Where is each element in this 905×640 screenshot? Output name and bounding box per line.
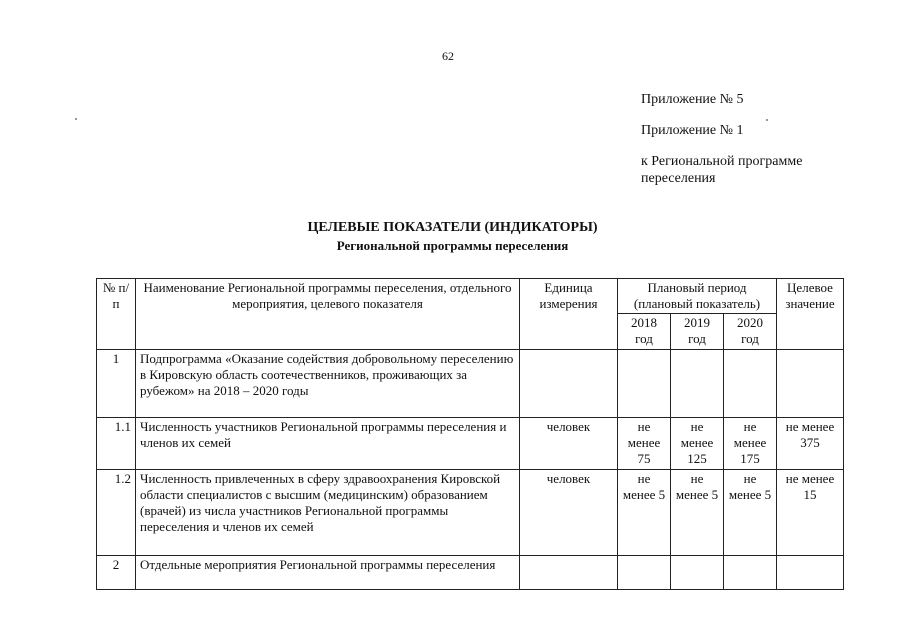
appendix-line-4: переселения	[641, 171, 716, 186]
row-2020	[724, 350, 777, 418]
row-2020: не менее 5	[724, 470, 777, 556]
header-unit: Единица измерения	[520, 279, 618, 350]
row-2018	[618, 556, 671, 590]
indicators-table	[96, 278, 844, 590]
table-row	[97, 556, 844, 590]
document-title: ЦЕЛЕВЫЕ ПОКАЗАТЕЛИ (ИНДИКАТОРЫ)	[307, 220, 598, 235]
header-year-2020: 2020 год	[724, 314, 777, 350]
page-number: 62	[442, 49, 454, 63]
row-num: 1.2	[97, 470, 136, 556]
row-2020: не менее 175	[724, 418, 777, 470]
row-unit	[520, 350, 618, 418]
row-2018: не менее 75	[618, 418, 671, 470]
header-num: № п/п	[97, 279, 136, 350]
scan-speck	[766, 119, 768, 121]
table-row	[97, 418, 844, 470]
row-2019: не менее 125	[671, 418, 724, 470]
document-subtitle: Региональной программы переселения	[336, 238, 569, 253]
row-2019: не менее 5	[671, 470, 724, 556]
row-2019	[671, 556, 724, 590]
header-name: Наименование Региональной программы переселения, отдельного мероприятия, целевого показателя	[136, 279, 520, 350]
table-row	[97, 350, 844, 418]
row-2019	[671, 350, 724, 418]
row-unit	[520, 556, 618, 590]
row-target	[777, 556, 844, 590]
table-row	[97, 470, 844, 556]
row-2018	[618, 350, 671, 418]
row-2020	[724, 556, 777, 590]
row-2018: не менее 5	[618, 470, 671, 556]
row-target: не менее 375	[777, 418, 844, 470]
scan-speck	[75, 118, 77, 120]
row-target	[777, 350, 844, 418]
row-unit: человек	[520, 470, 618, 556]
appendix-line-1: Приложение № 5	[641, 92, 744, 107]
row-num: 1.1	[97, 418, 136, 470]
row-target: не менее 15	[777, 470, 844, 556]
header-year-2018: 2018 год	[618, 314, 671, 350]
row-unit: человек	[520, 418, 618, 470]
row-num: 1	[97, 350, 136, 418]
header-year-2019: 2019 год	[671, 314, 724, 350]
appendix-line-2: Приложение № 1	[641, 123, 744, 138]
row-name: Численность участников Региональной программы переселения и членов их семей	[136, 418, 520, 470]
header-target: Целевое значение	[777, 279, 844, 350]
appendix-line-3: к Региональной программе	[641, 154, 803, 169]
row-name: Отдельные мероприятия Региональной программы переселения	[136, 556, 520, 590]
row-num: 2	[97, 556, 136, 590]
row-name: Численность привлеченных в сферу здравоохранения Кировской области специалистов с высшим (медицинским) образованием (врачей) из числа участников Региональной программы переселения и членов их семей	[136, 470, 520, 556]
header-period: Плановый период (плановый показатель)	[618, 279, 777, 314]
row-name: Подпрограмма «Оказание содействия добровольному переселению в Кировскую область соотечественников, проживающих за рубежом» на 2018 – 2020 годы	[136, 350, 520, 418]
